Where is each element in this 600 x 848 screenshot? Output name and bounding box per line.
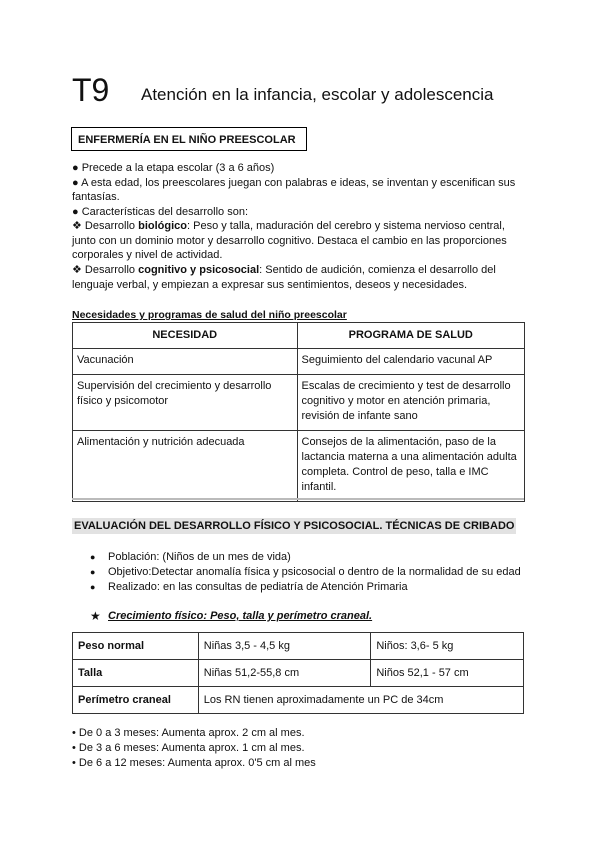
height-girls: Niñas 51,2-55,8 cm	[198, 660, 371, 687]
height-boys: Niños 52,1 - 57 cm	[371, 660, 524, 687]
bullet-play: ● A esta edad, los preescolares juegan con palabras e ideas, se inventan y escenifican sus	[72, 177, 516, 189]
bullet-dot: ●	[90, 582, 96, 592]
population-item: Población: (Niños de un mes de vida)	[108, 551, 291, 563]
trend-6-12: • De 6 a 12 meses: Aumenta aprox. 0'5 cm al mes	[72, 757, 316, 769]
table-row	[73, 375, 525, 431]
bullet-dot: ●	[90, 552, 96, 562]
trend-0-3: • De 0 a 3 meses: Aumenta aprox. 2 cm al mes.	[72, 727, 305, 739]
weight-girls: Niñas 3,5 - 4,5 kg	[198, 633, 371, 660]
cognitive-line	[72, 263, 496, 278]
bullet-dot: ●	[90, 567, 96, 577]
need-cell: Supervisión del crecimiento y desarrollo físico y psicomotor	[73, 375, 298, 431]
table-header-row	[73, 323, 525, 349]
growth-subheading: Crecimiento físico: Peso, talla y perímetro craneal.	[108, 610, 373, 622]
section-heading-evaluation: EVALUACIÓN DEL DESARROLLO FÍSICO Y PSICOSOCIAL. TÉCNICAS DE CRIBADO	[74, 520, 515, 532]
height-label: Talla	[73, 660, 199, 687]
cognitive-term: cognitivo y psicosocial	[138, 264, 260, 276]
need-cell: Alimentación y nutrición adecuada	[73, 431, 298, 502]
biological-line-3: corporales y nivel de actividad.	[72, 249, 223, 261]
table-row	[73, 660, 524, 687]
program-cell: Seguimiento del calendario vacunal AP	[297, 349, 525, 375]
head-circ-label: Perímetro craneal	[73, 687, 199, 714]
head-circ-value: Los RN tienen aproximadamente un PC de 34cm	[198, 687, 523, 714]
cognitive-prefix: ❖ Desarrollo	[72, 264, 139, 276]
needs-table	[72, 322, 525, 502]
performed-item: Realizado: en las consultas de pediatría de Atención Primaria	[108, 581, 408, 593]
page-title: Atención en la infancia, escolar y adolescencia	[141, 85, 494, 104]
needs-caption: Necesidades y programas de salud del niño preescolar	[72, 309, 347, 321]
biological-text: : Peso y talla, maduración del cerebro y sistema nervioso central,	[187, 220, 505, 232]
chapter-code: T9	[72, 72, 110, 108]
col-need-header: NECESIDAD	[73, 323, 298, 349]
biological-term: biológico	[138, 220, 187, 232]
bullet-age: ● Precede a la etapa escolar (3 a 6 años)	[72, 162, 275, 174]
objective-item: Objetivo:Detectar anomalía física y psicosocial o dentro de la normalidad de su edad	[108, 566, 521, 578]
bullet-play-cont: fantasías.	[72, 191, 120, 203]
program-cell: Consejos de la alimentación, paso de la lactancia materna a una alimentación adulta completa. Control de peso, talla e IMC infantil.	[297, 431, 525, 502]
weight-boys: Niños: 3,6- 5 kg	[371, 633, 524, 660]
star-icon: ★	[90, 609, 101, 623]
cognitive-line-2: lenguaje verbal, y empiezan a expresar sus sentimientos, deseos y necesidades.	[72, 279, 468, 291]
table-row	[73, 687, 524, 714]
need-cell: Vacunación	[73, 349, 298, 375]
biological-prefix: ❖ Desarrollo	[72, 220, 139, 232]
weight-label: Peso normal	[73, 633, 199, 660]
biological-line-2: junto con un dominio motor y desarrollo cognitivo. Destaca el cambio en las proporciones	[72, 235, 507, 247]
trend-3-6: • De 3 a 6 meses: Aumenta aprox. 1 cm al mes.	[72, 742, 305, 754]
divider	[72, 498, 524, 500]
table-row	[73, 633, 524, 660]
biological-line	[72, 219, 505, 234]
section-heading-preschool: ENFERMERÍA EN EL NIÑO PREESCOLAR	[71, 127, 307, 151]
growth-table	[72, 632, 524, 714]
bullet-characteristics: ● Características del desarrollo son:	[72, 206, 248, 218]
col-program-header: PROGRAMA DE SALUD	[297, 323, 525, 349]
table-row	[73, 431, 525, 502]
table-row	[73, 349, 525, 375]
cognitive-text: : Sentido de audición, comienza el desarrollo del	[259, 264, 496, 276]
program-cell: Escalas de crecimiento y test de desarrollo cognitivo y motor en atención primaria, revisión de infante sano	[297, 375, 525, 431]
